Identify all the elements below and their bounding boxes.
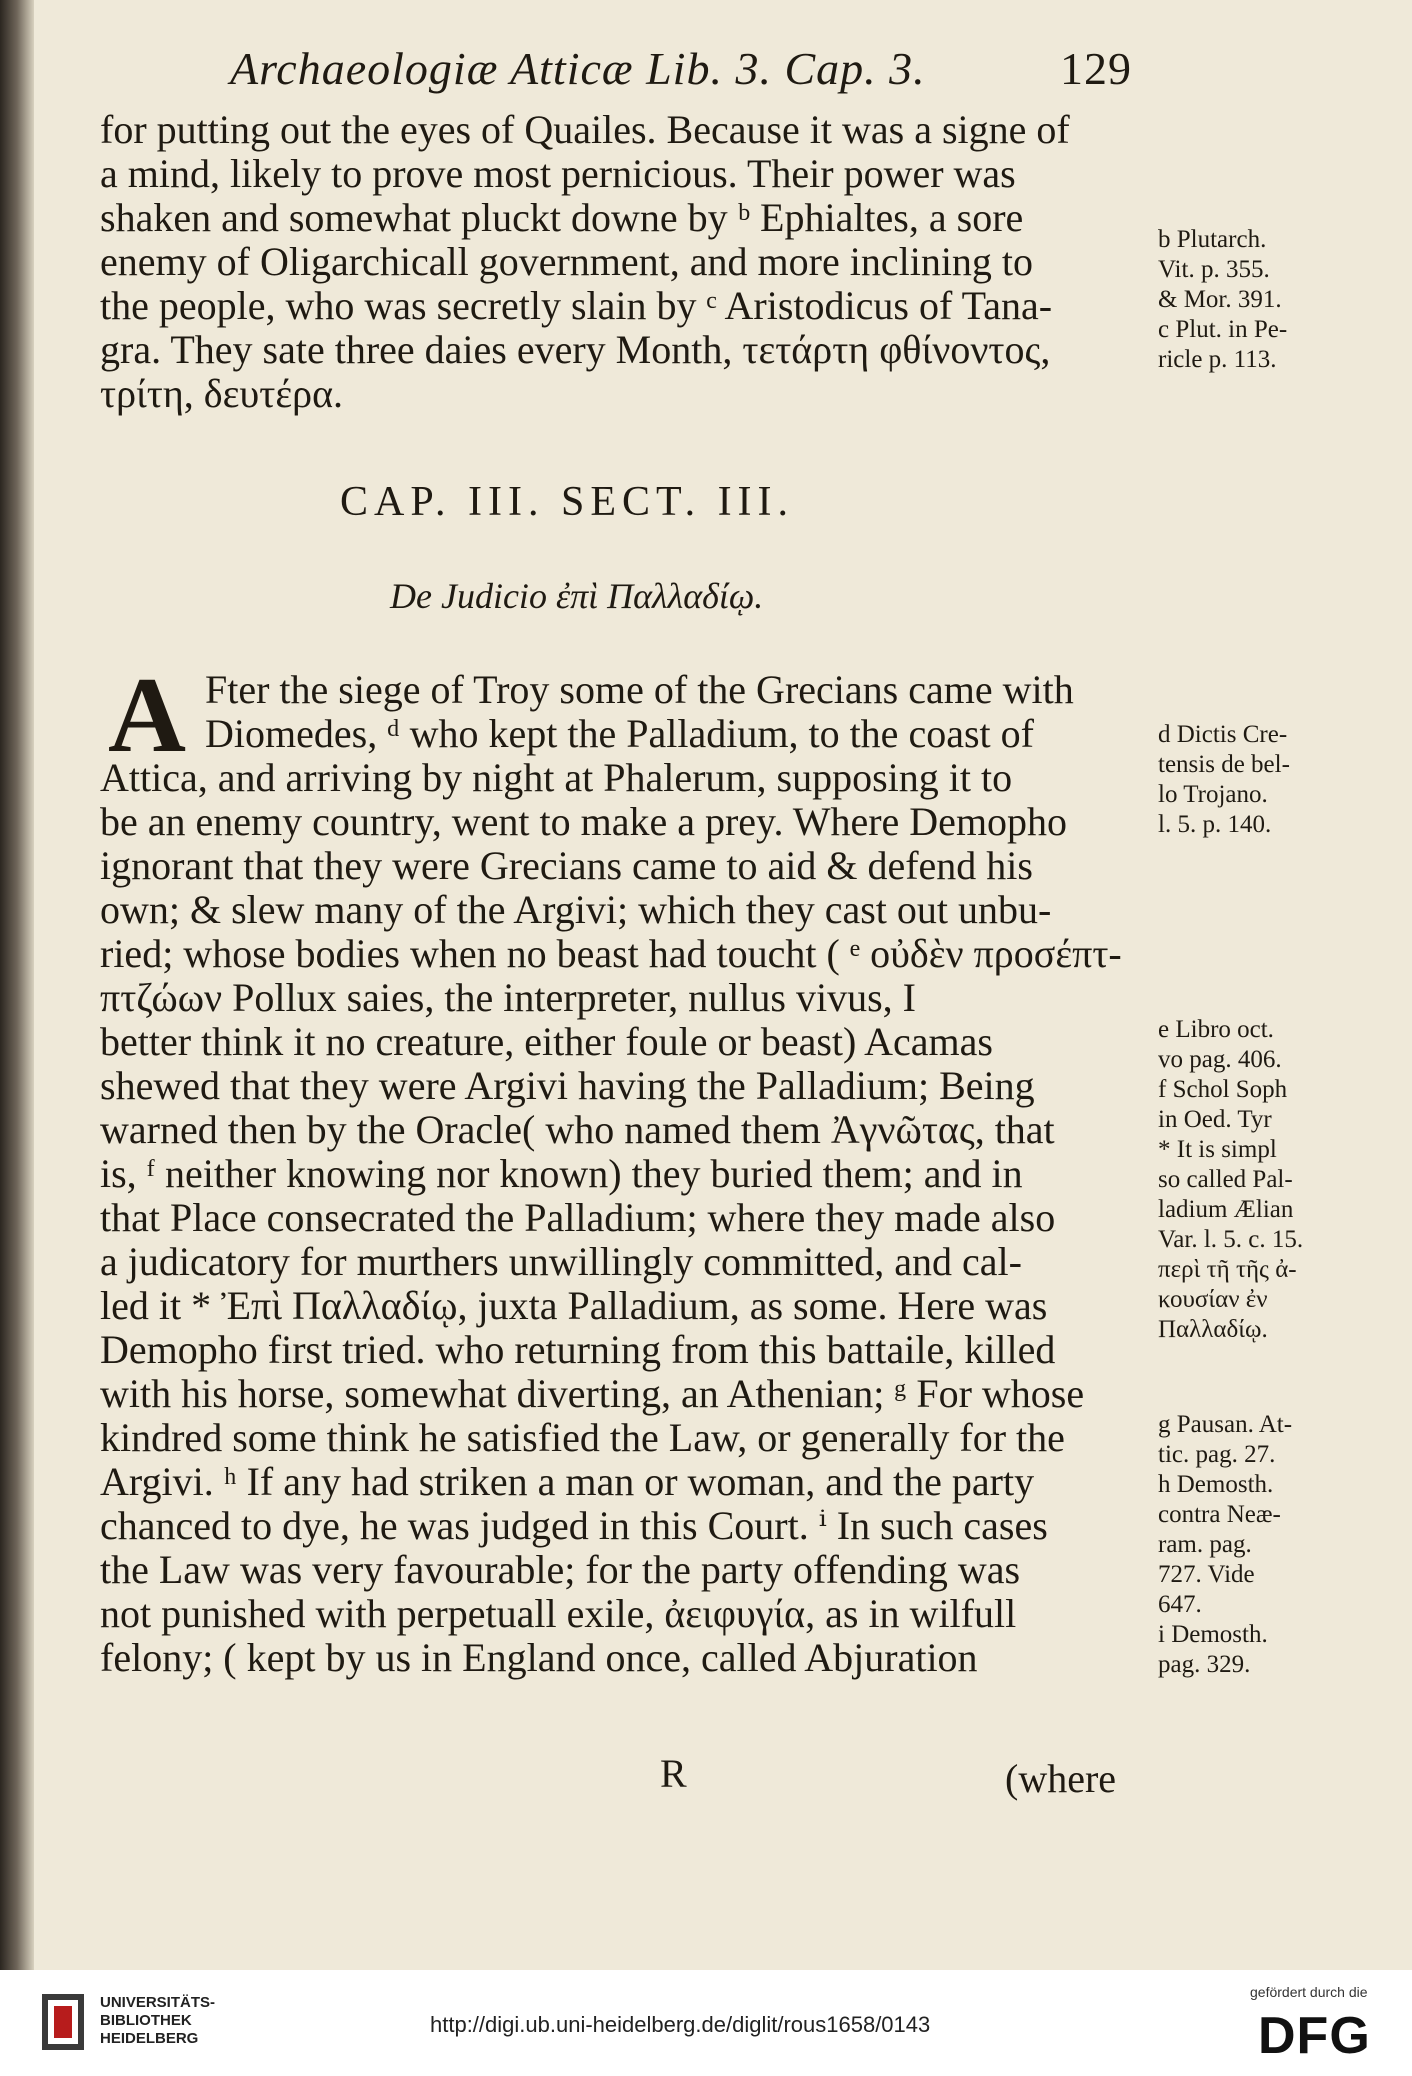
section-subtitle: De Judicio ἐπὶ Παλλαδίῳ. [390,576,764,616]
section-heading: CAP. III. SECT. III. [340,479,795,525]
source-url[interactable]: http://digi.ub.uni-heidelberg.de/diglit/rous1658/0143 [430,2012,931,2037]
page-gutter-shadow [0,0,34,1970]
marginal-note: d Dictis Cre- tensis de bel- lo Trojano. l. 5. p. 140. [1158,721,1290,838]
dfg-logo: DFG [1258,2007,1371,2065]
signature-mark: R [660,1751,687,1796]
running-title: Archaeologiæ Atticæ Lib. 3. Cap. 3. [230,43,926,94]
marginal-note: b Plutarch. Vit. p. 355. & Mor. 391. c Plut. in Pe- ricle p. 113. [1158,226,1288,373]
paragraph-2-intro: Fter the siege of Troy some of the Grecians came with Diomedes, ᵈ who kept the Palladium, to the coast of [205,667,1074,756]
page-number: 129 [1060,43,1132,94]
funding-note: gefördert durch die [1250,1984,1368,2000]
catchword: (where [1005,1756,1117,1801]
running-header [230,42,1150,102]
marginal-note: e Libro oct. vo pag. 406. f Schol Soph in Oed. Tyr * It is simpl so called Pal- ladium Ælian Var. l. 5. c. 15. περὶ τῆ τῆς ἀ- κουσίαν ἐν Παλλαδίῳ. [1158,1016,1304,1343]
university-seal-icon [38,1990,88,2054]
institution-name: UNIVERSITÄTS- BIBLIOTHEK HEIDELBERG [100,1994,216,2047]
show-through-text [1340,120,1412,1820]
marginal-note: g Pausan. At- tic. pag. 27. h Demosth. contra Neæ- ram. pag. 727. Vide 647. i Demosth. pag. 329. [1158,1411,1293,1678]
viewer-footer [0,1970,1412,2076]
paragraph-2: Attica, and arriving by night at Phalerum, supposing it to be an enemy country, went to make a prey. Where Demopho ignorant that they were Grecians came to aid & defend his own; & slew many of the Argivi; which they cast out unbu- ried; whose bodies when no beast had toucht ( ᵉ οὐδὲν προσέπτ- πτζώων Pollux saies, the interpreter, nullus vivus, I better think it no creature, either foule or beast) Acamas shewed that they were Argivi having the Palladium; Being warned then by the Oracle( who named them Ἀγνῶτας, that is, ᶠ neither knowing nor known) they buried them; and in that Place consecrated the Palladium; where they made also a judicatory for murthers unwillingly committed, and cal- led it * Ἐπὶ Παλλαδίῳ, juxta Palladium, as some. Here was Demopho first tried. who returning from this battaile, killed with his horse, somewhat diverting, an Athenian; ᵍ For whose kindred some think he satisfied the Law, or generally for the Argivi. ʰ If any had striken a man or woman, and the party chanced to dye, he was judged in this Court. ⁱ In such cases the Law was very favourable; for the party offending was not punished with perpetuall exile, ἀειφυγία, as in wilfull felony; ( kept by us in England once, called Abjuration [100,755,1122,1680]
drop-capital: A [108,656,186,775]
paragraph-1: for putting out the eyes of Quailes. Because it was a signe of a mind, likely to prove most pernicious. Their power was shaken and somewhat pluckt downe by ᵇ Ephialtes, a sore enemy of Oligarchicall government, and more inclining to the people, who was secretly slain by ᶜ Aristodicus of Tana- gra. They sate three daies every Month, τετάρτη φθίνοντος, τρίτη, δευτέρα. [100,107,1070,416]
